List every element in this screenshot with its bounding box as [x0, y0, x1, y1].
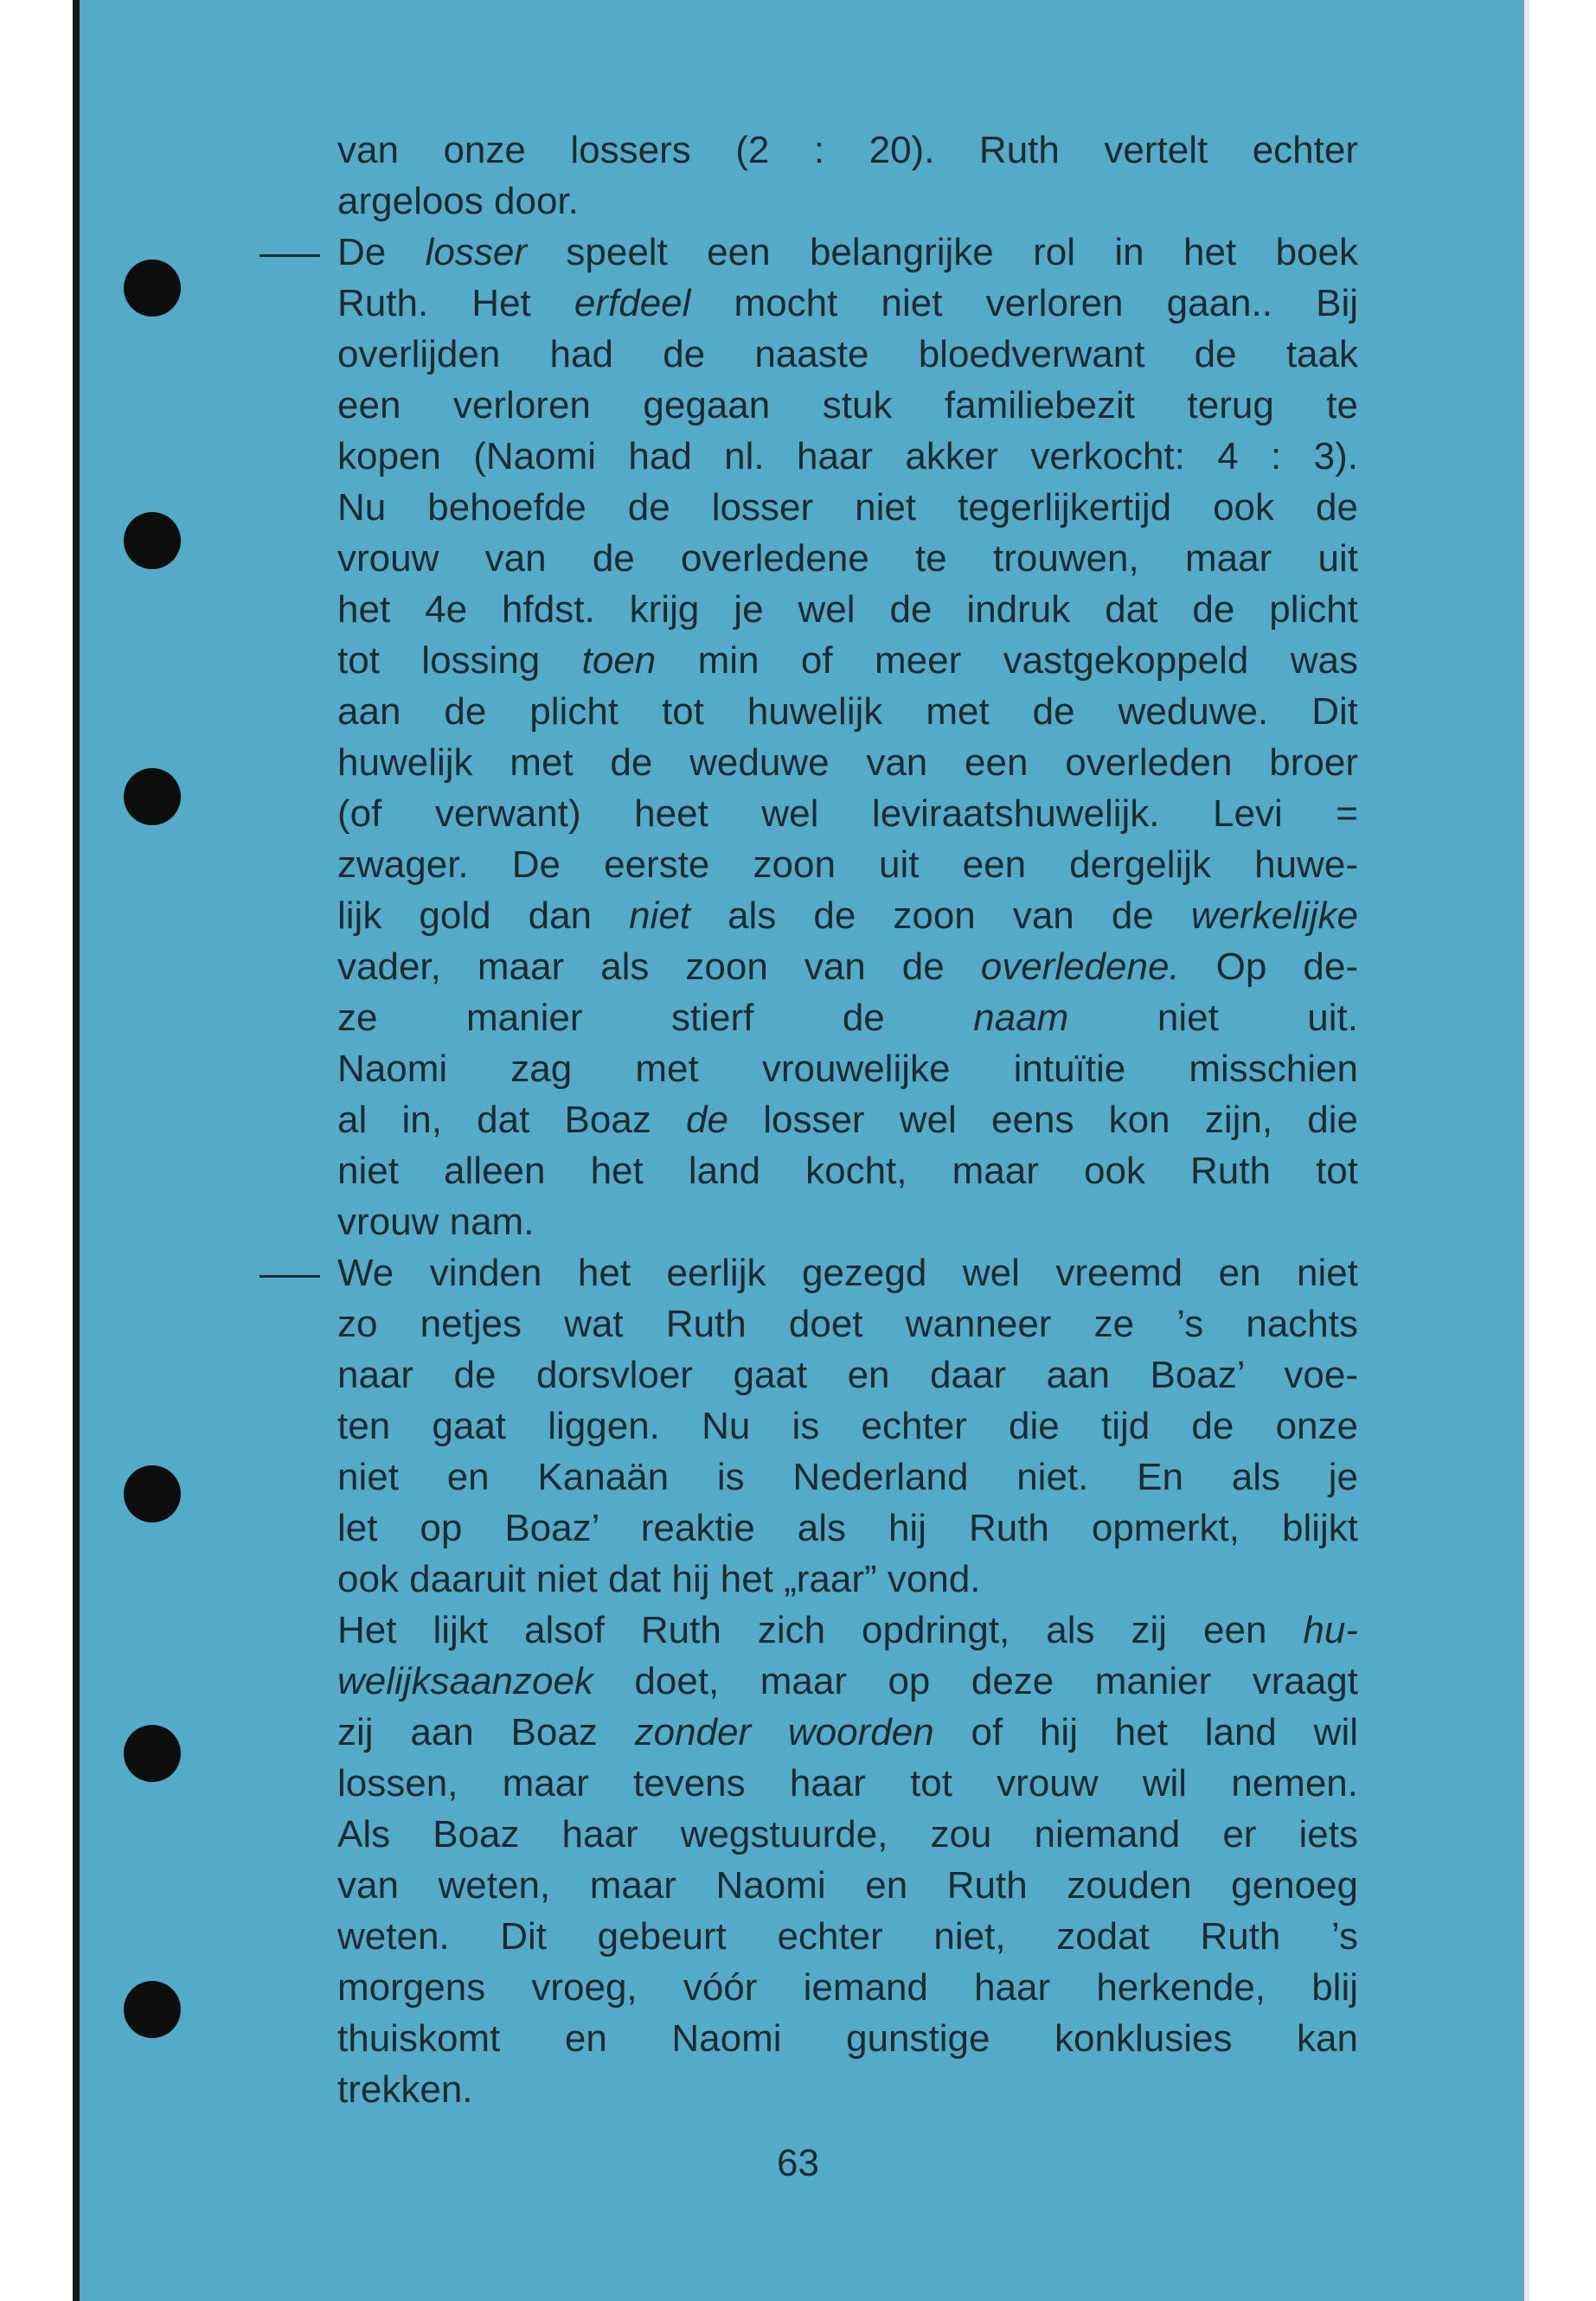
text-line — [337, 2064, 1358, 2115]
text-line — [337, 1349, 1358, 1400]
punch-hole — [124, 768, 181, 825]
italic-text-run: naam — [973, 997, 1069, 1039]
text-line — [337, 1400, 1358, 1452]
italic-text-run: welijksaanzoek — [337, 1660, 593, 1702]
text-run: al in, dat Boaz — [337, 1099, 687, 1141]
punch-hole — [124, 1725, 181, 1782]
text-run: Ruth. Het — [337, 282, 574, 324]
punch-hole — [124, 512, 181, 569]
text-line — [337, 1758, 1358, 1809]
text-line — [337, 839, 1358, 890]
text-run: overlijden had de naaste bloedverwant de taak — [337, 333, 1358, 375]
text-line — [337, 176, 1358, 227]
text-run: Nu behoefde de losser niet tegerlijkertijd ook de — [337, 486, 1358, 529]
text-run: zwager. De eerste zoon uit een dergelijk huwe- — [337, 843, 1358, 886]
italic-text-run: niet — [629, 894, 691, 937]
punch-hole — [124, 1465, 181, 1522]
text-run: niet en Kanaän is Nederland niet. En als je — [337, 1456, 1358, 1498]
text-run: argeloos door. — [337, 180, 579, 222]
text-line — [337, 584, 1358, 635]
text-run: let op Boaz’ reaktie als hij Ruth opmerkt, blijkt — [337, 1507, 1358, 1549]
text-run: van weten, maar Naomi en Ruth zouden genoeg — [337, 1864, 1358, 1907]
text-line — [337, 1145, 1358, 1196]
body-text — [337, 125, 1358, 2115]
italic-text-run: hu- — [1303, 1609, 1358, 1651]
text-line — [337, 788, 1358, 839]
text-run: van onze lossers (2 : 20). Ruth vertelt echter — [337, 129, 1358, 171]
text-line — [337, 1043, 1358, 1094]
text-run: vrouw nam. — [337, 1201, 535, 1243]
text-line — [337, 1247, 1358, 1298]
italic-text-run: erfdeel — [574, 282, 691, 324]
text-run: We vinden het eerlijk gezegd wel vreemd en niet — [337, 1252, 1358, 1294]
page-right-edge — [1524, 0, 1529, 2301]
italic-text-run: de — [686, 1099, 728, 1141]
text-run: lossen, maar tevens haar tot vrouw wil nemen. — [337, 1762, 1358, 1804]
text-line — [337, 1094, 1358, 1145]
text-run: (of verwant) heet wel leviraatshuwelijk. Levi = — [337, 792, 1358, 835]
text-run: thuiskomt en Naomi gunstige konklusies kan — [337, 2017, 1358, 2060]
italic-text-run: zonder woorden — [634, 1711, 934, 1753]
text-run: mocht niet verloren gaan.. Bij — [690, 282, 1358, 324]
text-line — [337, 941, 1358, 992]
text-run: weten. Dit gebeurt echter niet, zodat Ruth ’s — [337, 1915, 1358, 1958]
text-line — [337, 1452, 1358, 1503]
text-run: ten gaat liggen. Nu is echter die tijd de onze — [337, 1405, 1358, 1447]
text-line — [337, 992, 1358, 1043]
text-run: Het lijkt alsof Ruth zich opdringt, als zij een — [337, 1609, 1304, 1651]
text-line — [337, 1503, 1358, 1554]
text-run: kopen (Naomi had nl. haar akker verkocht: 4 : 3). — [337, 435, 1358, 478]
text-run: naar de dorsvloer gaat en daar aan Boaz’ voe- — [337, 1354, 1358, 1396]
text-line — [337, 737, 1358, 788]
text-line — [337, 890, 1358, 941]
text-run: ze manier stierf de — [337, 997, 974, 1039]
text-line — [337, 1554, 1358, 1605]
text-run: losser wel eens kon zijn, die — [728, 1099, 1358, 1141]
text-line — [337, 1809, 1358, 1860]
text-run: speelt een belangrijke rol in het boek — [527, 231, 1358, 273]
page-left-edge — [73, 0, 80, 2301]
text-line — [337, 125, 1358, 176]
list-dash — [260, 1275, 320, 1278]
text-line — [337, 227, 1358, 278]
page-number: 63 — [777, 2142, 819, 2184]
text-run: tot lossing — [337, 639, 582, 682]
punch-hole — [124, 1981, 181, 2038]
italic-text-run: werkelijke — [1190, 894, 1358, 937]
punch-hole — [124, 260, 181, 317]
text-line — [337, 1962, 1358, 2013]
text-line — [337, 1605, 1358, 1656]
text-run: aan de plicht tot huwelijk met de weduwe. Dit — [337, 690, 1358, 733]
text-run: huwelijk met de weduwe van een overleden broer — [337, 741, 1358, 784]
text-line — [337, 635, 1358, 686]
text-run: doet, maar op deze manier vraagt — [593, 1660, 1358, 1702]
list-dash — [260, 254, 320, 257]
text-line — [337, 686, 1358, 737]
text-run: morgens vroeg, vóór iemand haar herkende, blij — [337, 1966, 1358, 2009]
text-line — [337, 329, 1358, 380]
text-run: ook daaruit niet dat hij het „raar” vond. — [337, 1558, 981, 1600]
text-run: zij aan Boaz — [337, 1711, 635, 1753]
text-line — [337, 533, 1358, 584]
text-run: het 4e hfdst. krijg je wel de indruk dat de plicht — [337, 588, 1358, 631]
text-run: De — [337, 231, 426, 273]
text-run: een verloren gegaan stuk familiebezit terug te — [337, 384, 1358, 426]
text-line — [337, 2013, 1358, 2064]
text-run: als de zoon van de — [690, 894, 1191, 937]
text-line — [337, 1860, 1358, 1911]
text-line — [337, 278, 1358, 329]
text-line — [337, 1196, 1358, 1247]
text-run: Als Boaz haar wegstuurde, zou niemand er iets — [337, 1813, 1358, 1856]
text-run: lijk gold dan — [337, 894, 630, 937]
italic-text-run: losser — [425, 231, 527, 273]
text-line — [337, 1298, 1358, 1349]
text-line — [337, 1707, 1358, 1758]
text-line — [337, 1911, 1358, 1962]
text-run: zo netjes wat Ruth doet wanneer ze ’s nachts — [337, 1303, 1358, 1345]
italic-text-run: toen — [581, 639, 657, 682]
text-line — [337, 1656, 1358, 1707]
text-run: of hij het land wil — [933, 1711, 1358, 1753]
text-run: min of meer vastgekoppeld was — [656, 639, 1358, 682]
text-line — [337, 482, 1358, 533]
italic-text-run: overledene. — [980, 945, 1180, 988]
text-run: Naomi zag met vrouwelijke intuïtie misschien — [337, 1048, 1358, 1090]
text-line — [337, 431, 1358, 482]
text-run: niet uit. — [1068, 997, 1358, 1039]
text-run: vrouw van de overledene te trouwen, maar uit — [337, 537, 1358, 580]
text-line — [337, 380, 1358, 431]
text-run: niet alleen het land kocht, maar ook Ruth tot — [337, 1150, 1358, 1192]
text-run: Op de- — [1179, 945, 1358, 988]
text-run: trekken. — [337, 2068, 473, 2111]
text-run: vader, maar als zoon van de — [337, 945, 981, 988]
